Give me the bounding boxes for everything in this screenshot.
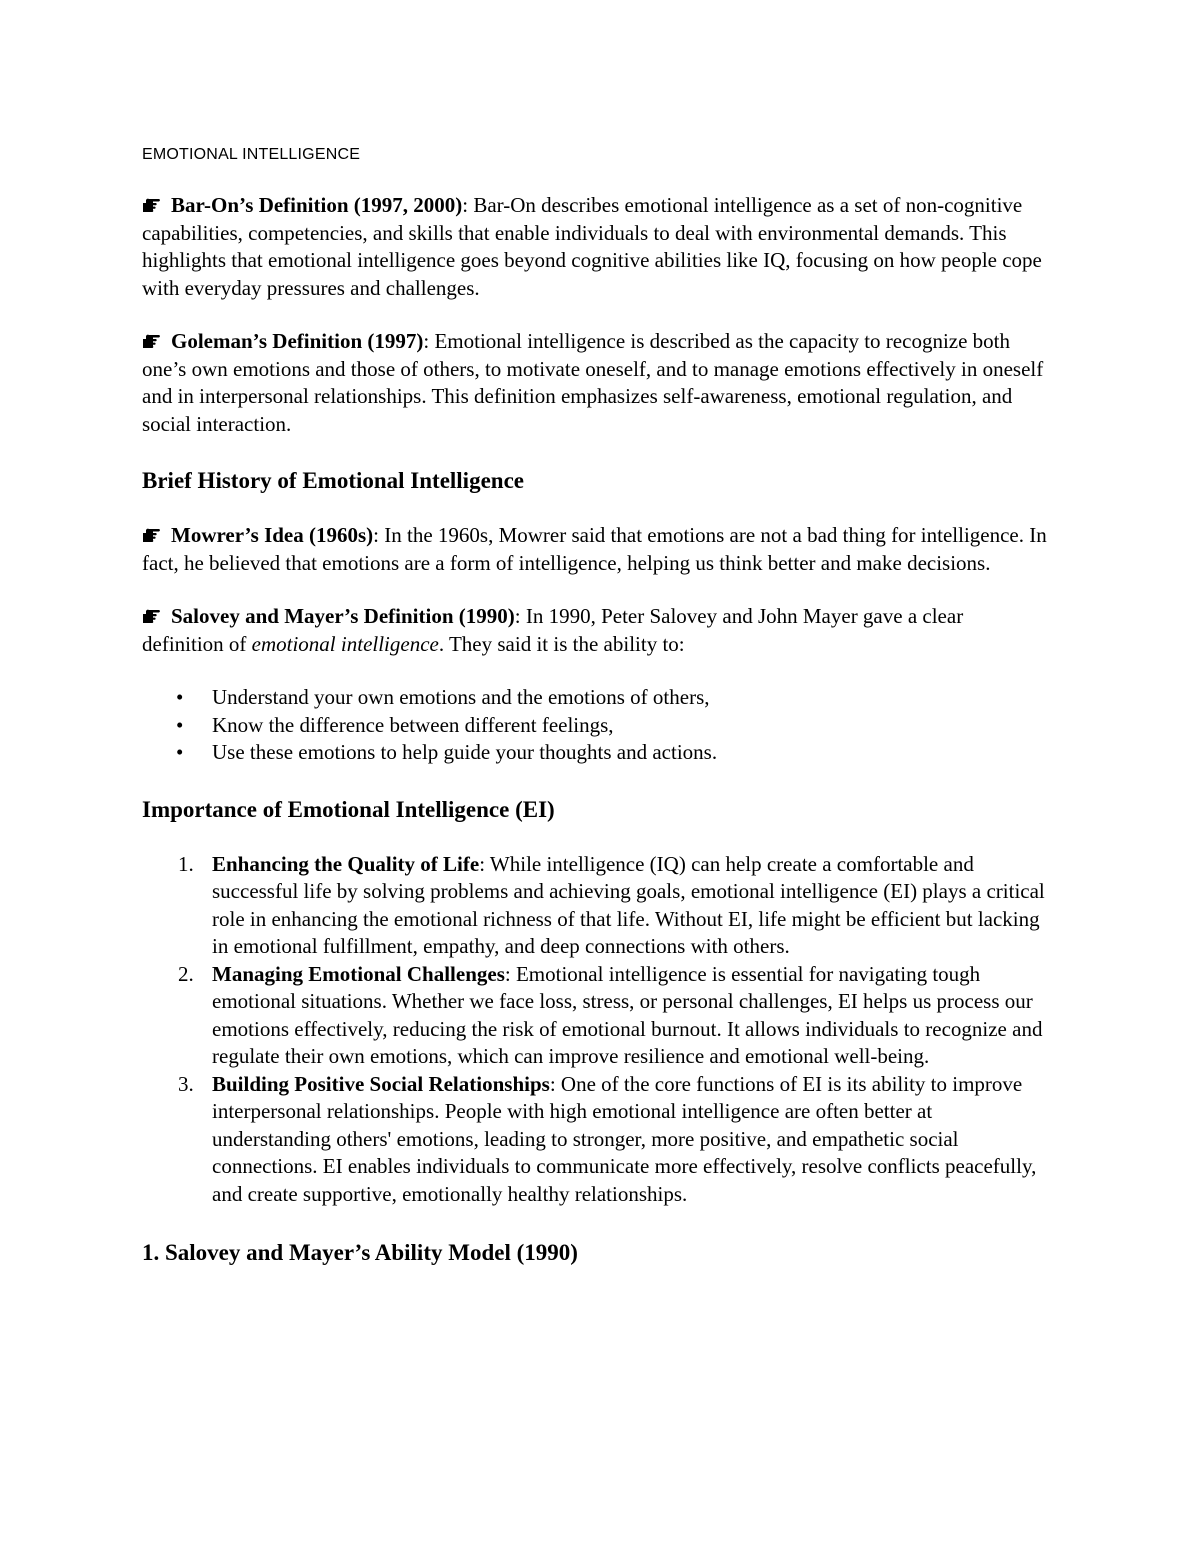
ability-bullet-list	[142, 684, 1050, 767]
history-mowrer-text: : In the 1960s, Mowrer said that emotions are not a bad thing for intelligence. In fact, he believed that emotions are a form of intelligence, helping us think better and make decisions.	[142, 523, 1047, 575]
pointing-hand-icon	[142, 329, 161, 345]
list-item: 1. Enhancing the Quality of Life: While intelligence (IQ) can help create a comfortable and successful life by solving problems and achieving goals, emotional intelligence (EI) plays a critical role in enhancing the emotional richness of that life. Without EI, life might be efficient but lacking in emotional fulfillment, empathy, and deep connections with others.	[178, 851, 1045, 958]
history-salovey-text-before: : In 1990, Peter Salovey and John Mayer gave a clear definition of	[142, 604, 964, 656]
bullet-icon: •	[176, 712, 184, 737]
model-heading: 1. Salovey and Mayer’s Ability Model (1990)	[142, 1240, 578, 1265]
definition-bar-on-label: Bar-On’s Definition (1997, 2000)	[171, 193, 463, 217]
history-mowrer	[142, 522, 1050, 577]
importance-list	[142, 851, 1050, 1209]
document-title: EMOTIONAL INTELLIGENCE	[142, 146, 361, 163]
list-item: 2. Managing Emotional Challenges: Emotional intelligence is essential for navigating tough emotional situations. Whether we face loss, stress, or personal challenges, EI helps us process our emotions effectively, reducing the risk of emotional burnout. It allows individuals to recognize and regulate their own emotions, which can improve resilience and emotional well-being.	[178, 961, 1043, 1068]
pointing-hand-icon	[142, 193, 161, 209]
importance-heading: Importance of Emotional Intelligence (EI)	[142, 796, 555, 822]
definition-bar-on	[142, 192, 1050, 302]
list-item: • Use these emotions to help guide your thoughts and actions.	[212, 739, 1050, 767]
history-heading: Brief History of Emotional Intelligence	[142, 468, 524, 493]
history-mowrer-label: Mowrer’s Idea (1960s)	[171, 523, 374, 547]
history-salovey-label: Salovey and Mayer’s Definition (1990)	[171, 604, 515, 628]
pointing-hand-icon	[142, 604, 161, 620]
list-item: • Understand your own emotions and the emotions of others,	[212, 684, 1050, 712]
history-salovey	[142, 603, 1050, 658]
pointing-hand-icon	[142, 523, 161, 539]
list-item: 3. Building Positive Social Relationships: One of the core functions of EI is its ability to improve interpersonal relationships. People with high emotional intelligence are often better at understanding others' emotions, leading to stronger, more positive, and empathetic social connections. EI enables individuals to communicate more effectively, resolve conflicts peacefully, and create supportive, emotionally healthy relationships.	[178, 1071, 1037, 1206]
bullet-icon: •	[176, 740, 184, 764]
definition-bar-on-text: : Bar-On describes emotional intelligence as a set of non-cognitive capabilities, competencies, and skills that enable individuals to deal with environmental demands. This highlights that emotional intelligence goes beyond cognitive abilities like IQ, focusing on how people cope with everyday pressures and challenges.	[142, 193, 1042, 300]
list-item: • Know the difference between different feelings,	[212, 712, 1050, 740]
bullet-icon: •	[176, 685, 184, 709]
definition-goleman-text: : Emotional intelligence is described as the capacity to recognize both one’s own emotions and those of others, to motivate oneself, and to manage emotions effectively in oneself and in interpersonal relationships. This definition emphasizes self-awareness, emotional regulation, and social interaction.	[142, 329, 1044, 436]
definition-goleman-label: Goleman’s Definition (1997)	[171, 329, 424, 353]
definition-goleman	[142, 328, 1050, 438]
history-salovey-text-after: . They said it is the ability to:	[438, 631, 685, 656]
history-salovey-term: emotional intelligence	[251, 631, 439, 656]
